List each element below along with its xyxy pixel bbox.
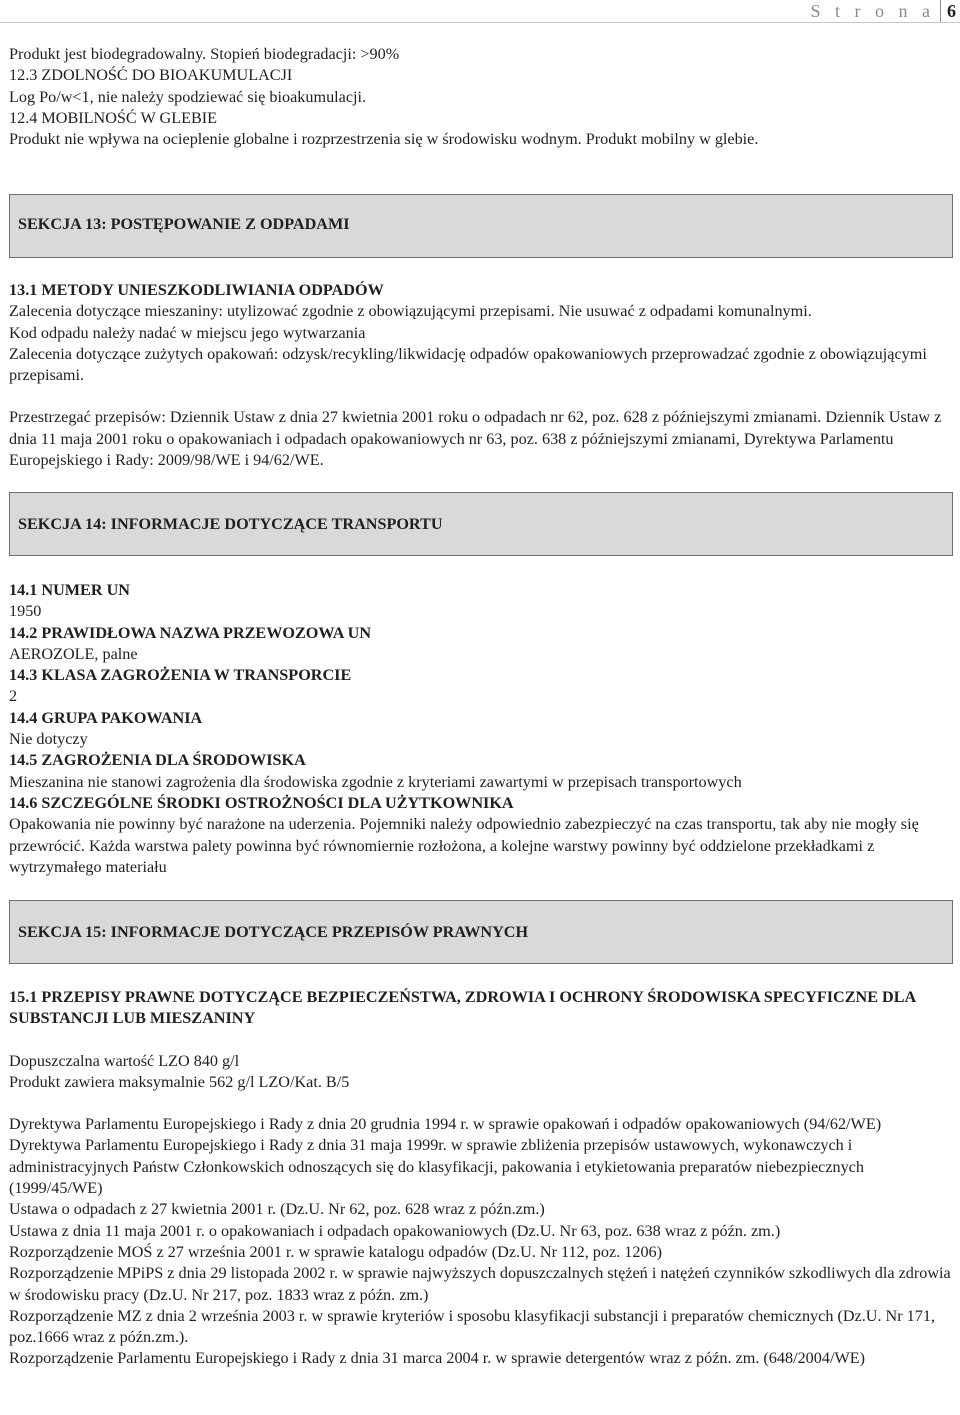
- hazard-class: 2: [9, 687, 18, 706]
- mobility-text: Produkt nie wpływa na ocieplenie globalne i rozprzestrzenia się w środowisku wodnym. Produkt mobilny w glebie.: [9, 130, 759, 149]
- heading-14-5: 14.5 ZAGROŻENIA DLA ŚRODOWISKA: [9, 751, 306, 770]
- regulation-item: Dyrektywa Parlamentu Europejskiego i Rady z dnia 31 maja 1999r. w sprawie zbliżenia przepisów ustawowych, wykonawczych i administracyjnych Państw Członkowskich odnoszących się do klasyfikacji, pakowania i etykietowania preparatów niebezpiecznych (1999/45/WE): [9, 1136, 864, 1198]
- heading-13-1: 13.1 METODY UNIESZKODLIWIANIA ODPADÓW: [9, 281, 384, 299]
- heading-15-1: 15.1 PRZEPISY PRAWNE DOTYCZĄCE BEZPIECZEŃSTWA, ZDROWIA I OCHRONY ŚRODOWISKA SPECYFICZNE DLA SUBSTANCJI LUB MIESZANINY: [9, 988, 916, 1028]
- page-header: [0, 0, 960, 24]
- section-15-title: SEKCJA 15: INFORMACJE DOTYCZĄCE PRZEPISÓW PRAWNYCH: [18, 923, 529, 941]
- packing-group: Nie dotyczy: [9, 730, 88, 749]
- section-15-header: [9, 900, 953, 964]
- bioaccumulation-text: Log Po/w<1, nie należy spodziewać się bioakumulacji.: [9, 87, 367, 106]
- section-13-title: SEKCJA 13: POSTĘPOWANIE Z ODPADAMI: [18, 215, 350, 233]
- voc-limit: Dopuszczalna wartość LZO 840 g/l: [9, 1051, 240, 1070]
- header-rule: [0, 22, 960, 23]
- section-15-content: [9, 987, 951, 1370]
- environmental-hazards: Mieszanina nie stanowi zagrożenia dla środowiska zgodnie z kryteriami zawartymi w przepisach transportowych: [9, 772, 742, 791]
- regulation-item: Rozporządzenie MOŚ z 27 września 2001 r. w sprawie katalogu odpadów (Dz.U. Nr 112, poz. 1206): [9, 1242, 663, 1261]
- voc-content: Produkt zawiera maksymalnie 562 g/l LZO/Kat. B/5: [9, 1072, 350, 1091]
- regulations-text: [9, 407, 951, 471]
- spacer: [9, 1030, 951, 1051]
- spacer: [9, 386, 951, 407]
- section-13-header: [9, 194, 953, 258]
- waste-code-text: Kod odpadu należy nadać w miejscu jego wytwarzania: [9, 323, 366, 342]
- regulation-item: Rozporządzenie Parlamentu Europejskiego i Rady z dnia 31 marca 2004 r. w sprawie detergentów wraz z późn. zm. (648/2004/WE): [9, 1349, 866, 1368]
- section-13-content: [9, 280, 951, 471]
- regulation-packaging-act: Dziennik Ustaw z dnia 11 maja 2001 roku o opakowaniach i odpadach opakowaniowych nr 63, poz. 638 z późniejszymi zmianami, Dyrektywa Parlamentu Europejskiego i Rady: 2009/98/WE i 94/62/WE.: [9, 408, 942, 470]
- document-body: [9, 44, 951, 1368]
- heading-14-3: 14.3 KLASA ZAGROŻENIA W TRANSPORCIE: [9, 666, 352, 685]
- shipping-name: AEROZOLE, palne: [9, 644, 138, 663]
- heading-12-4: 12.4 MOBILNOŚĆ W GLEBIE: [9, 108, 218, 127]
- regulation-item: Ustawa z dnia 11 maja 2001 r. o opakowaniach i odpadach opakowaniowych (Dz.U. Nr 63, poz. 638 wraz z późn. zm.): [9, 1221, 781, 1240]
- biodegradation-text: Produkt jest biodegradowalny. Stopień biodegradacji: >90%: [9, 45, 400, 63]
- heading-14-1: 14.1 NUMER UN: [9, 581, 130, 599]
- section-14-header: [9, 492, 953, 556]
- regulation-item: Rozporządzenie MPiPS z dnia 29 listopada 2002 r. w sprawie najwyższych dopuszczalnych stężeń i natężeń czynników szkodliwych dla zdrowia w środowisku pracy (Dz.U. Nr 217, poz. 1833 wraz z późn. zm.): [9, 1264, 951, 1304]
- heading-12-3: 12.3 ZDOLNOŚĆ DO BIOAKUMULACJI: [9, 66, 293, 85]
- header-separator: [940, 0, 941, 22]
- un-number: 1950: [9, 602, 42, 621]
- regulation-item: Rozporządzenie MZ z dnia 2 września 2003 r. w sprawie kryteriów i sposobu klasyfikacji substancji i preparatów chemicznych (Dz.U. Nr 171, poz.1666 wraz z późn.zm.).: [9, 1306, 936, 1347]
- section-14-title: SEKCJA 14: INFORMACJE DOTYCZĄCE TRANSPORTU: [18, 515, 443, 533]
- regulation-item: Dyrektywa Parlamentu Europejskiego i Rady z dnia 20 grudnia 1994 r. w sprawie opakowań i odpadów opakowaniowych (94/62/WE): [9, 1115, 882, 1134]
- mixture-disposal-text: Zalecenia dotyczące mieszaniny: utylizować zgodnie z obowiązującymi przepisami. Nie usuwać z odpadami komunalnymi.: [9, 302, 812, 321]
- user-precautions: Opakowania nie powinny być narażone na uderzenia. Pojemniki należy odpowiednio zabezpieczyć na czas transportu, tak aby nie mogły się przewrócić. Każda warstwa palety powinna być równomiernie rozłożona, a kolejne warstwy powinny być oddzielone przekładkami z wytrzymałego materiału: [9, 815, 919, 876]
- heading-14-4: 14.4 GRUPA PAKOWANIA: [9, 708, 203, 727]
- regulation-waste-act: Przestrzegać przepisów: Dziennik Ustaw z dnia 27 kwietnia 2001 roku o odpadach nr 62, poz. 628 z późniejszymi zmianami.: [9, 408, 822, 427]
- section-14-content: [9, 580, 951, 878]
- spacer: [9, 1093, 951, 1114]
- regulation-item: Ustawa o odpadach z 27 kwietnia 2001 r. (Dz.U. Nr 62, poz. 628 wraz z późn.zm.): [9, 1200, 545, 1219]
- heading-14-6: 14.6 SZCZEGÓLNE ŚRODKI OSTROŻNOŚCI DLA UŻYTKOWNIKA: [9, 793, 514, 812]
- packaging-disposal-text: Zalecenia dotyczące zużytych opakowań: odzysk/recykling/likwidację odpadów opakowaniowych przeprowadzać zgodnie z obowiązującymi przepisami.: [9, 344, 927, 385]
- page-number: 6: [947, 1, 956, 21]
- heading-14-2: 14.2 PRAWIDŁOWA NAZWA PRZEWOZOWA UN: [9, 623, 372, 642]
- page-label: S t r o n a: [810, 1, 935, 21]
